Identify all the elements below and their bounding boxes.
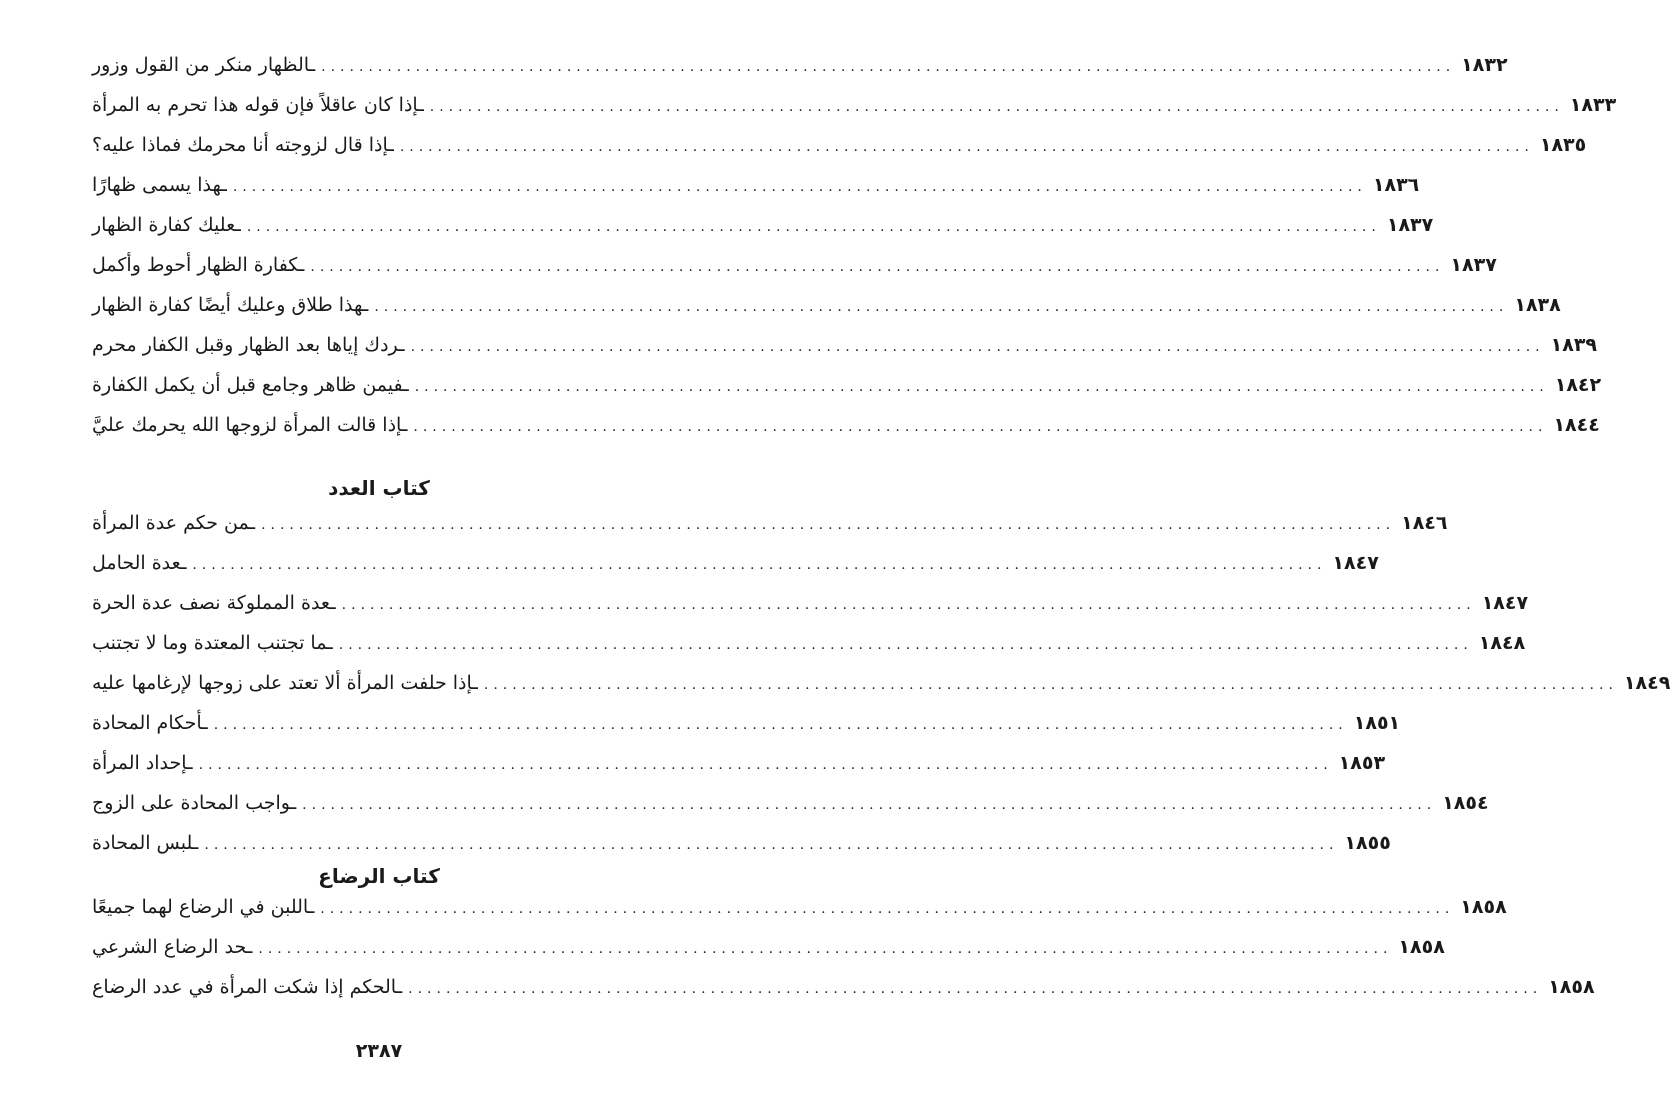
entry-page-number: ١٨٣٣ (1569, 94, 1617, 116)
entry-page-number: ١٨٥٥ (1344, 832, 1391, 854)
entry-page-number: ١٨٥٤ (1442, 792, 1489, 814)
toc-entry (88, 174, 1420, 214)
dot-leader: ........................................................................................................................ (204, 837, 1339, 853)
entry-title: ـأحكام المحادة (92, 712, 208, 734)
entry-title: ـهذا طلاق وعليك أيضًا كفارة الظهار (92, 294, 369, 316)
entry-title: ـعليك كفارة الظهار (92, 214, 241, 236)
entry-title: ـما تجتنب المعتدة وما لا تجتنب (92, 632, 333, 654)
dot-leader: ........................................................................................................................ (232, 179, 1367, 195)
dot-leader: ........................................................................................................................ (198, 757, 1333, 773)
dot-leader: ........................................................................................................................ (413, 419, 1548, 435)
dot-leader: ........................................................................................................................ (258, 941, 1393, 957)
dot-leader: ........................................................................................................................ (410, 339, 1545, 355)
toc-entry (88, 792, 1489, 832)
dot-leader: ........................................................................................................................ (374, 299, 1509, 315)
entry-page-number: ١٨٣٩ (1550, 334, 1598, 356)
toc-entry (88, 254, 1497, 294)
toc-entry (88, 294, 1561, 334)
entry-title: ـإذا قالت المرأة لزوجها الله يحرمك عليَّ (92, 414, 408, 436)
toc-section-radaa (88, 896, 1595, 1016)
toc-entry (88, 54, 1508, 94)
dot-leader: ........................................................................................................................ (246, 219, 1381, 235)
toc-entry (88, 134, 1587, 174)
entry-title: ـواجب المحادة على الزوج (92, 792, 297, 814)
dot-leader: ........................................................................................................................ (261, 517, 1396, 533)
toc-entry (88, 94, 1617, 134)
entry-page-number: ١٨٣٥ (1539, 134, 1587, 156)
entry-page-number: ١٨٣٨ (1514, 294, 1561, 316)
toc-section-zihar (88, 54, 1617, 454)
entry-title: ـلبس المحادة (92, 832, 199, 854)
entry-page-number: ١٨٥٨ (1548, 976, 1595, 998)
toc-entry (88, 976, 1595, 1016)
dot-leader: ........................................................................................................................ (213, 717, 1348, 733)
section-heading-iddah: كتاب العدد (328, 476, 430, 500)
toc-entry (88, 672, 1671, 712)
toc-entry (88, 374, 1602, 414)
dot-leader: ........................................................................................................................ (483, 677, 1618, 693)
toc-entry (88, 936, 1445, 976)
entry-page-number: ١٨٣٧ (1450, 254, 1497, 276)
entry-page-number: ١٨٥٣ (1338, 752, 1386, 774)
entry-page-number: ١٨٤٩ (1623, 672, 1671, 694)
entry-title: ـمن حكم عدة المرأة (92, 512, 256, 534)
toc-section-iddah (88, 512, 1671, 872)
entry-page-number: ١٨٤٧ (1332, 552, 1379, 574)
toc-entry (88, 512, 1448, 552)
toc-entry (88, 712, 1401, 752)
dot-leader: ........................................................................................................................ (408, 981, 1543, 997)
entry-title: ـإذا كان عاقلاً فإن قوله هذا تحرم به المرأة (92, 94, 424, 116)
toc-entry (88, 214, 1434, 254)
dot-leader: ........................................................................................................................ (310, 259, 1445, 275)
entry-title: ـإذا قال لزوجته أنا محرمك فماذا عليه؟ (92, 134, 394, 156)
entry-page-number: ١٨٤٤ (1553, 414, 1600, 436)
toc-entry (88, 334, 1598, 374)
entry-title: ـإحداد المرأة (92, 752, 193, 774)
toc-entry (88, 414, 1600, 454)
entry-page-number: ١٨٤٧ (1481, 592, 1529, 614)
entry-title: ـردك إياها بعد الظهار وقبل الكفار محرم (92, 334, 405, 356)
entry-title: ـهذا يسمى ظهارًا (92, 174, 227, 196)
page-folio-number: ٢٣٨٧ (355, 1040, 403, 1062)
entry-title: ـاللبن في الرضاع لهما جميعًا (92, 896, 315, 918)
entry-page-number: ١٨٤٦ (1401, 512, 1448, 534)
entry-page-number: ١٨٣٢ (1461, 54, 1508, 76)
dot-leader: ........................................................................................................................ (429, 99, 1564, 115)
entry-page-number: ١٨٤٢ (1554, 374, 1602, 396)
toc-entry (88, 896, 1507, 936)
dot-leader: ........................................................................................................................ (192, 557, 1327, 573)
toc-entry (88, 592, 1529, 632)
entry-page-number: ١٨٥٨ (1398, 936, 1445, 958)
toc-entry (88, 752, 1386, 792)
toc-entry (88, 632, 1526, 672)
entry-page-number: ١٨٣٧ (1386, 214, 1434, 236)
entry-page-number: ١٨٤٨ (1478, 632, 1526, 654)
toc-entry (88, 552, 1379, 592)
dot-leader: ........................................................................................................................ (341, 597, 1476, 613)
entry-title: ـالحكم إذا شكت المرأة في عدد الرضاع (92, 976, 403, 998)
dot-leader: ........................................................................................................................ (320, 901, 1455, 917)
dot-leader: ........................................................................................................................ (338, 637, 1473, 653)
entry-title: ـالظهار منكر من القول وزور (92, 54, 316, 76)
entry-title: ـعدة الحامل (92, 552, 187, 574)
dot-leader: ........................................................................................................................ (302, 797, 1437, 813)
entry-page-number: ١٨٣٦ (1372, 174, 1420, 196)
entry-title: ـحد الرضاع الشرعي (92, 936, 253, 958)
entry-title: ـإذا حلفت المرأة ألا تعتد على زوجها لإرغامها عليه (92, 672, 478, 694)
entry-title: ـعدة المملوكة نصف عدة الحرة (92, 592, 336, 614)
section-heading-radaa: كتاب الرضاع (318, 864, 440, 888)
entry-page-number: ١٨٥٨ (1460, 896, 1507, 918)
dot-leader: ........................................................................................................................ (414, 379, 1549, 395)
dot-leader: ........................................................................................................................ (399, 139, 1534, 155)
dot-leader: ........................................................................................................................ (321, 59, 1456, 75)
entry-title: ـكفارة الظهار أحوط وأكمل (92, 254, 305, 276)
entry-page-number: ١٨٥١ (1353, 712, 1401, 734)
entry-title: ـفيمن ظاهر وجامع قبل أن يكمل الكفارة (92, 374, 409, 396)
